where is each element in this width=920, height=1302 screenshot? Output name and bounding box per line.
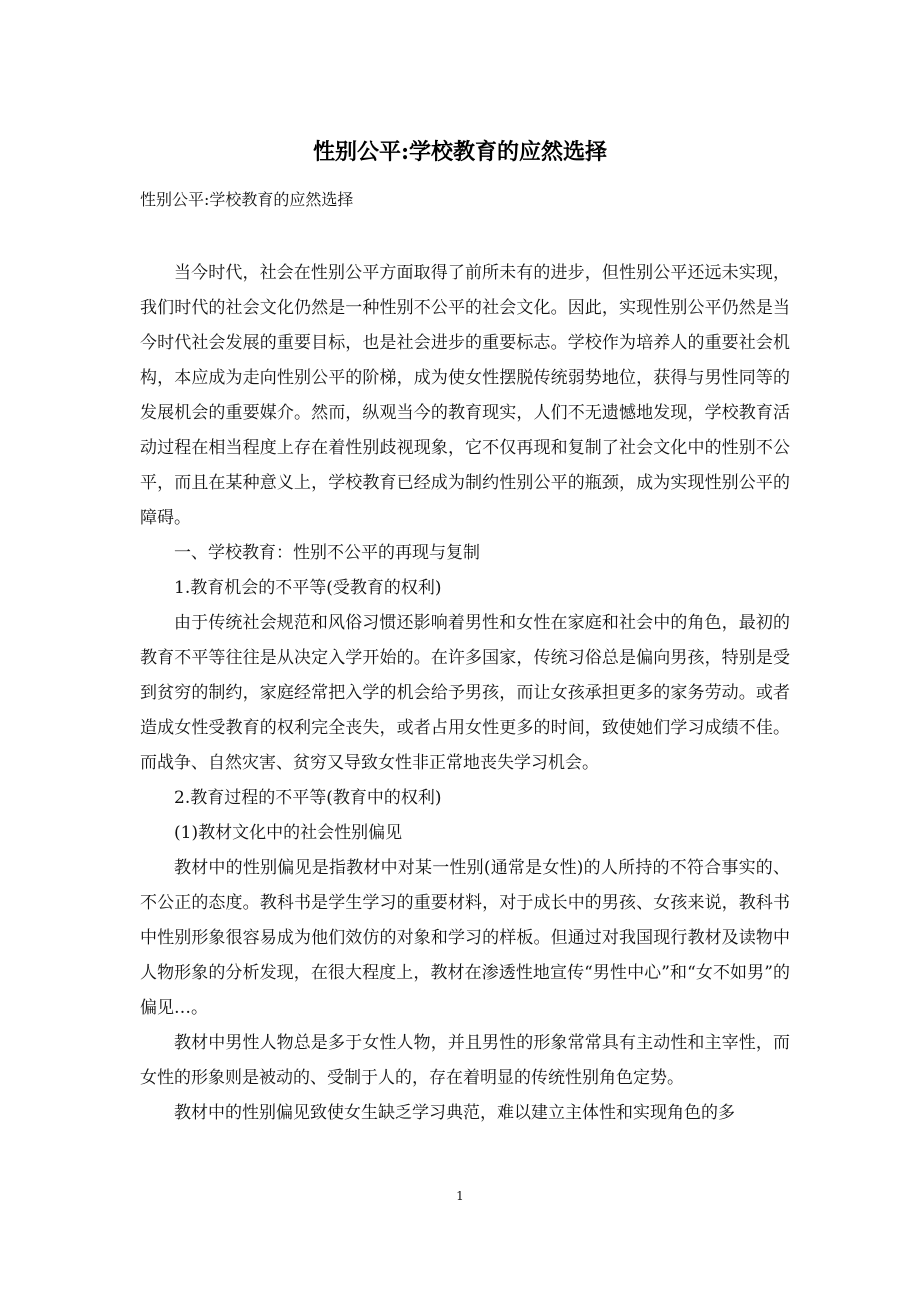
subsection-heading-2: 2.教育过程的不平等(教育中的权利): [174, 788, 442, 808]
paragraph-education-opportunity: 由于传统社会规范和风俗习惯还影响着男性和女性在家庭和社会中的角色，最初的教育不平等往往是从决定入学开始的。在许多国家，传统习俗总是偏向男孩，特别是受到贫穷的制约，家庭经常把入学的机会给予男孩，而让女孩承担更多的家务劳动。或者造成女性受教育的权利完全丧失，或者占用女性更多的时间，致使她们学习成绩不佳。而战争、自然灾害、贫穷又导致女性非正常地丧失学习机会。: [140, 613, 790, 773]
subsection-heading-2-1: (1)教材文化中的社会性别偏见: [174, 823, 403, 843]
paragraph-bias-effect: 教材中的性别偏见致使女生缺乏学习典范，难以建立主体性和实现角色的多: [174, 1103, 735, 1123]
document-body: [140, 256, 790, 1131]
document-subtitle: 性别公平:学校教育的应然选择: [140, 190, 354, 209]
section-heading-1: 一、学校教育：性别不公平的再现与复制: [174, 543, 480, 563]
paragraph-male-characters: 教材中男性人物总是多于女性人物，并且男性的形象常常具有主动性和主宰性，而女性的形象则是被动的、受制于人的，存在着明显的传统性别角色定势。: [140, 1033, 790, 1088]
subsection-heading-1: 1.教育机会的不平等(受教育的权利): [174, 578, 442, 598]
page-number: 1: [456, 1189, 464, 1203]
paragraph-textbook-bias: 教材中的性别偏见是指教材中对某一性别(通常是女性)的人所持的不符合事实的、不公正的态度。教科书是学生学习的重要材料，对于成长中的男孩、女孩来说，教科书中性别形象很容易成为他们效仿的对象和学习的样板。但通过对我国现行教材及读物中人物形象的分析发现，在很大程度上，教材在渗透性地宣传“男性中心”和“女不如男”的偏见…。: [140, 858, 790, 1018]
document-title: 性别公平:学校教育的应然选择: [312, 139, 608, 165]
paragraph-intro: 当今时代，社会在性别公平方面取得了前所未有的进步，但性别公平还远未实现，我们时代的社会文化仍然是一种性别不公平的社会文化。因此，实现性别公平仍然是当今时代社会发展的重要目标，也是社会进步的重要标志。学校作为培养人的重要社会机构，本应成为走向性别公平的阶梯，成为使女性摆脱传统弱势地位，获得与男性同等的发展机会的重要媒介。然而，纵观当今的教育现实，人们不无遗憾地发现，学校教育活动过程在相当程度上存在着性别歧视现象，它不仅再现和复制了社会文化中的性别不公平，而且在某种意义上，学校教育已经成为制约性别公平的瓶颈，成为实现性别公平的障碍。: [140, 263, 790, 528]
